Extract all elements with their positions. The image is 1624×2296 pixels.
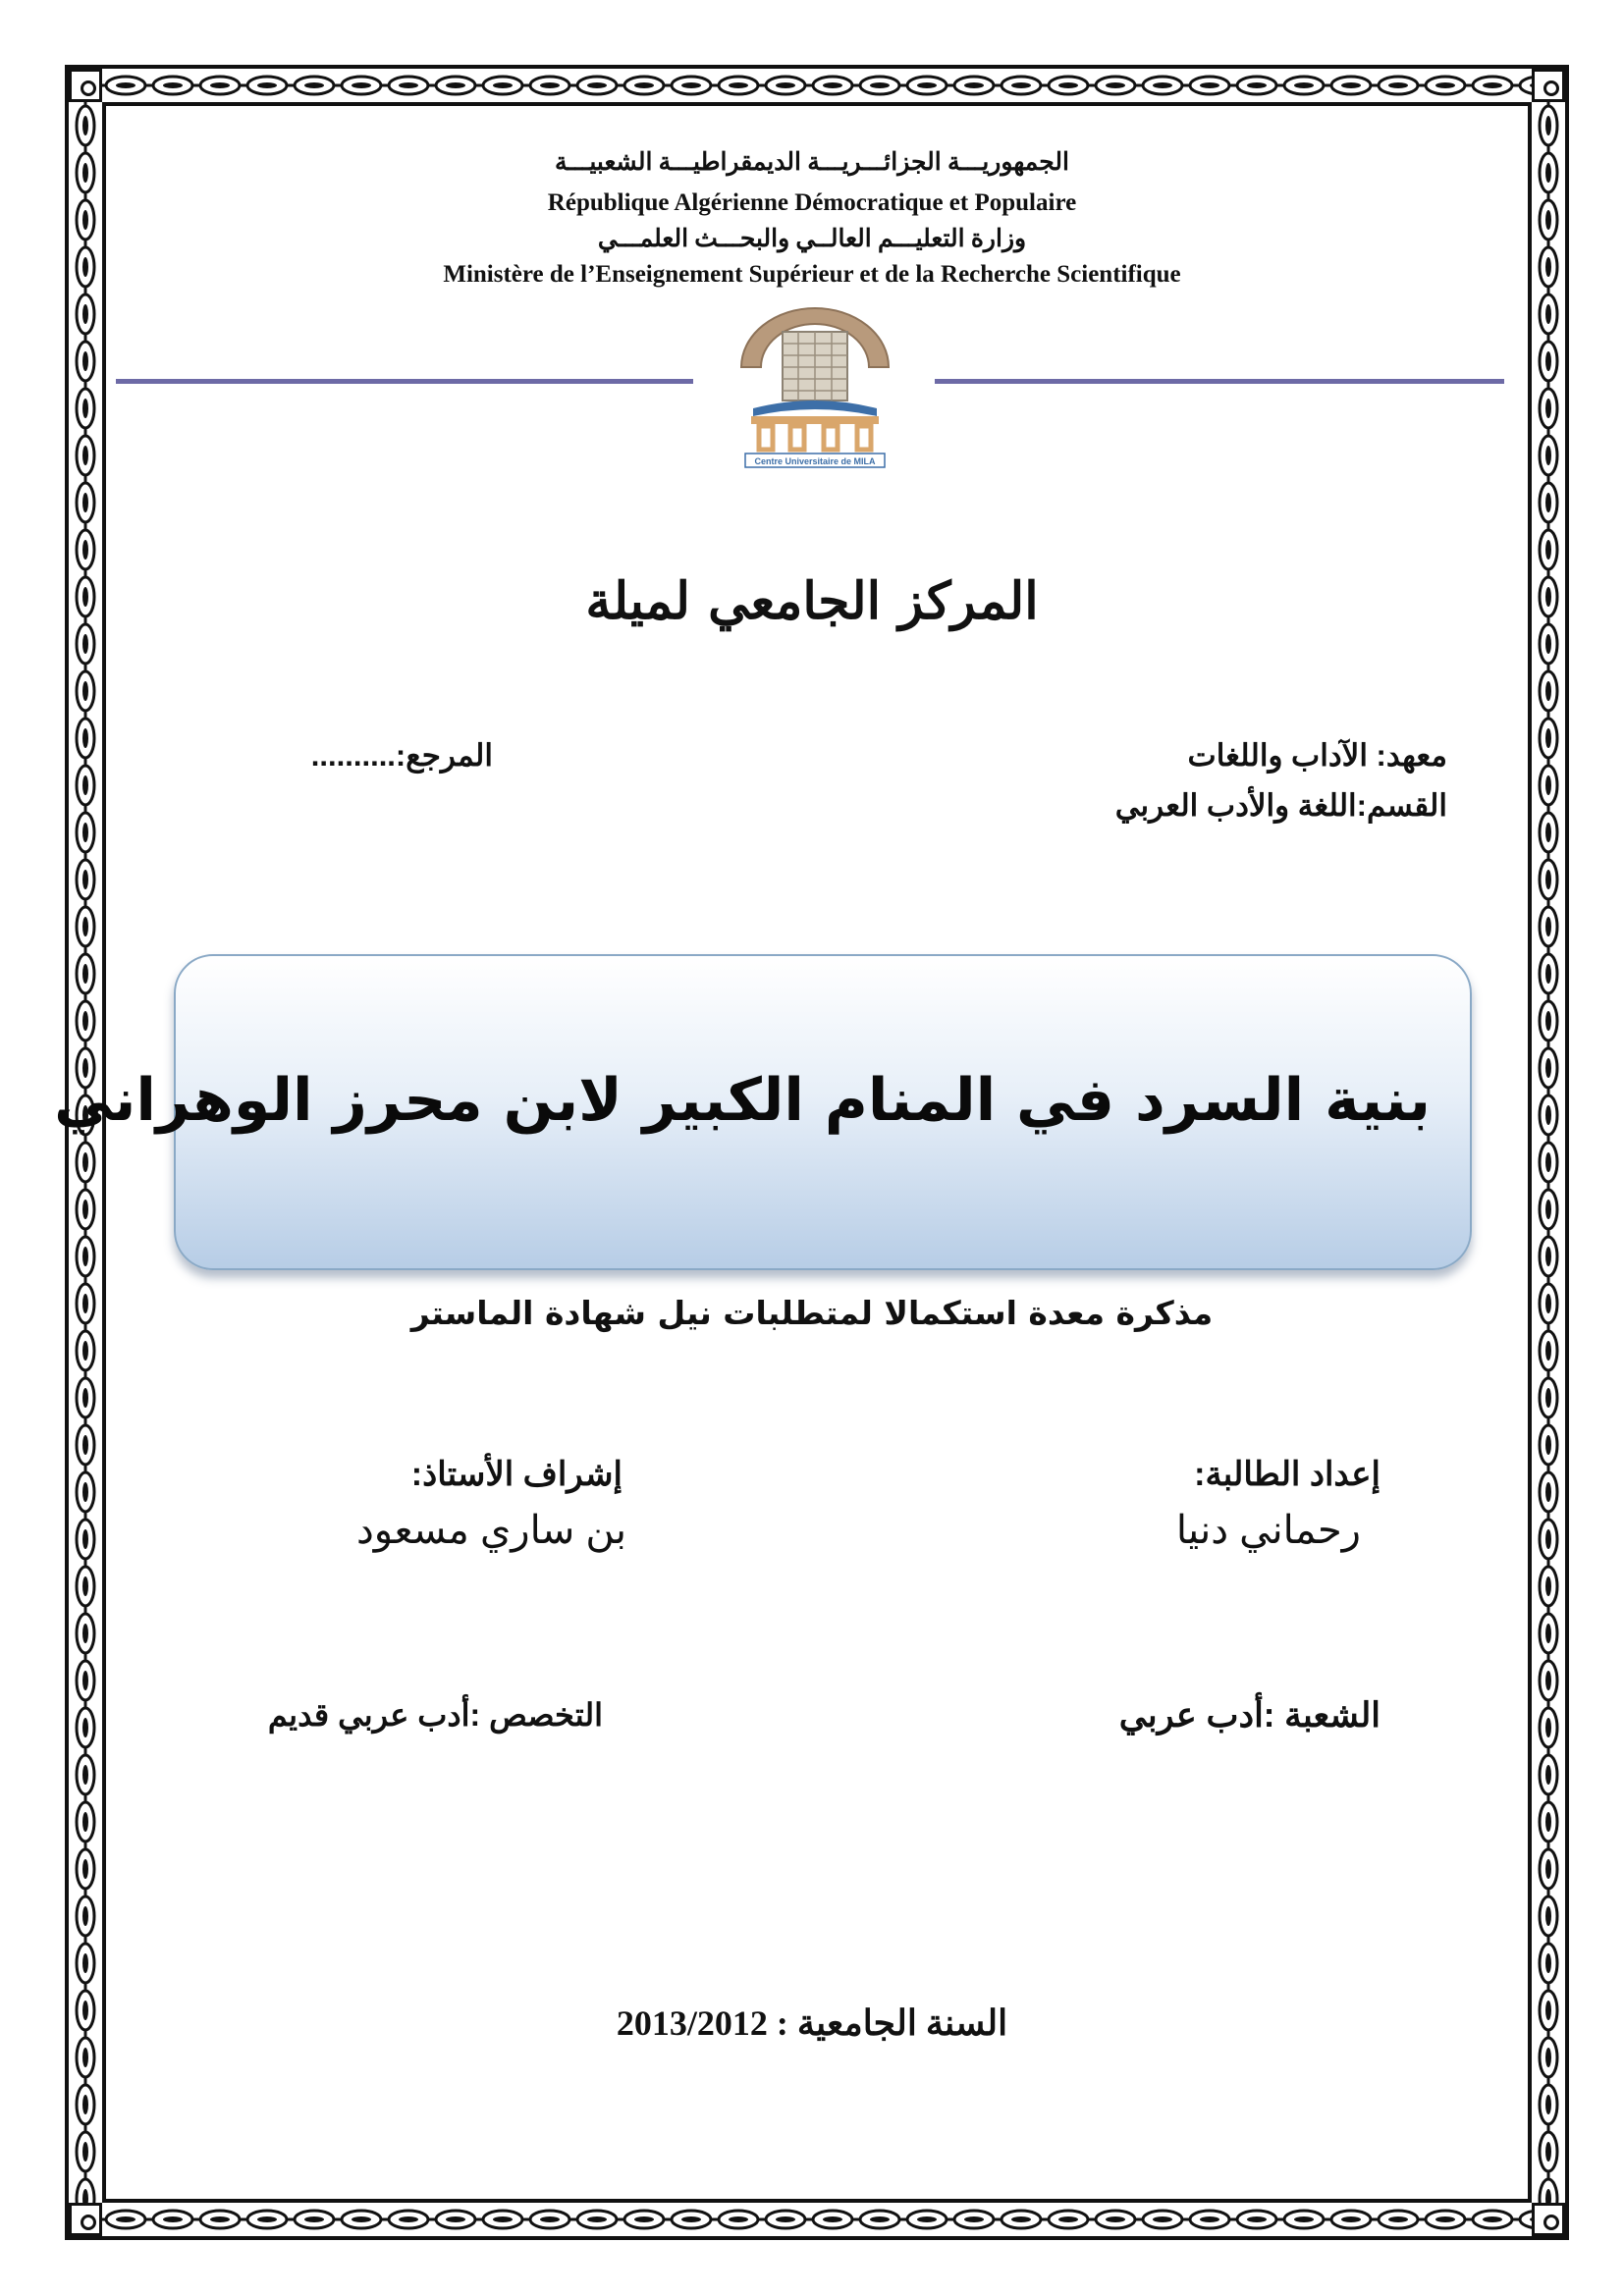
header-rule-right <box>935 379 1504 384</box>
thesis-title: بنية السرد في المنام الكبير لابن محرز الوهراني <box>54 1066 1431 1135</box>
prepared-by-label: إعداد الطالبة: <box>1194 1456 1380 1493</box>
ornament-border-bottom <box>102 2203 1532 2236</box>
border-corner-top-right <box>1532 69 1565 102</box>
reference-label: المرجع:.......... <box>310 738 493 773</box>
header-ministry-arabic: وزارة التعليـــم العالــي والبحـــث العلمـــي <box>597 226 1027 252</box>
header-rule-left <box>116 379 693 384</box>
border-corner-bottom-right <box>1532 2203 1565 2236</box>
academic-year: السنة الجامعية : 2013/2012 <box>616 2003 1008 2043</box>
supervisor-name: بن ساري مسعود <box>355 1509 626 1552</box>
border-corner-bottom-left <box>69 2203 102 2236</box>
header-republic-french: République Algérienne Démocratique et Populaire <box>547 189 1077 216</box>
ornament-border-right <box>1532 102 1565 2203</box>
logo-caption: Centre Universitaire de MILA <box>754 456 876 466</box>
branch-label: الشعبة :أدب عربي <box>1118 1696 1380 1735</box>
university-center-name: المركز الجامعي لميلة <box>585 571 1039 631</box>
specialty-label: التخصص :أدب عربي قديم <box>267 1697 603 1733</box>
header-republic-arabic: الجمهوريـــة الجزائـــريـــة الديمقراطيـــة الشعبيـــة <box>555 149 1069 176</box>
header-ministry-french: Ministère de l’Enseignement Supérieur et de la Recherche Scientifique <box>443 261 1181 288</box>
university-building-logo-icon <box>722 298 908 469</box>
supervisor-label: إشراف الأستاذ: <box>410 1456 623 1493</box>
ornament-border-left <box>69 102 102 2203</box>
institute-label: معهد: الآداب واللغات <box>1187 738 1447 773</box>
department-label: القسم:اللغة والأدب العربي <box>1114 788 1447 823</box>
thesis-subtitle: مذكرة معدة استكمالا لمتطلبات نيل شهادة الماستر <box>410 1294 1214 1332</box>
ornament-border-top <box>102 69 1532 102</box>
border-corner-top-left <box>69 69 102 102</box>
thesis-title-box <box>54 954 1472 1270</box>
student-name: رحماني دنيا <box>1175 1509 1361 1552</box>
